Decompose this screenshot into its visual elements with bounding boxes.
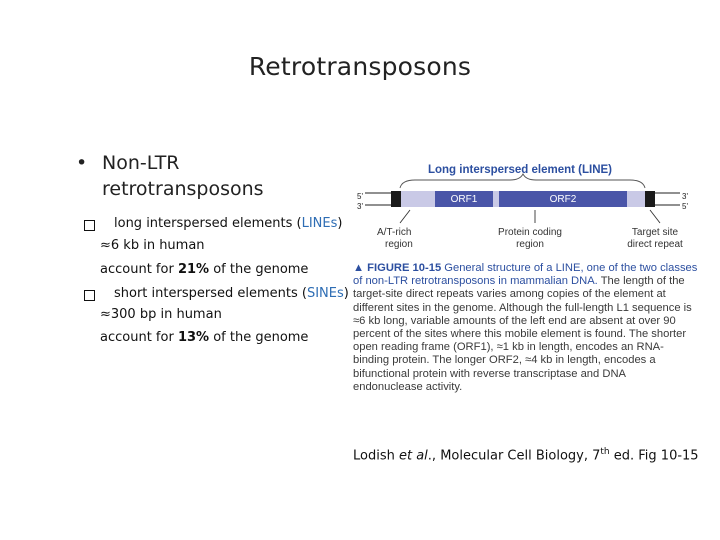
citation [353,447,699,463]
sines-genome-pct: 13% [177,330,210,345]
orf2-label: ORF2 [549,194,577,205]
target-repeat-right [645,191,655,207]
sines-keyword: SINEs [306,286,344,301]
citation-etal: et al [398,448,428,464]
sines-prefix: short interspersed elements ( [114,286,307,301]
figure-caption [353,262,698,394]
label-at-rich-2: region [385,239,413,250]
end-right-top: 3' [682,192,688,201]
sines-heading [114,286,349,301]
caption-label: ▲ FIGURE 10-15 [353,262,442,274]
label-coding-2: region [516,239,544,250]
lines-genome [100,262,308,277]
orf1-label: ORF1 [450,194,478,205]
sines-genome-prefix: account for [100,330,178,345]
spacer-segment [493,191,499,207]
caption-title: General structure of a LINE, one of the two classes of non-LTR retrotransposons in mammalian DNA. [353,262,698,288]
checkbox-sines-icon [84,286,95,305]
lines-genome-suffix: of the genome [209,262,309,277]
citation-tail: ed. Fig 10-15 [609,448,699,464]
label-coding-1: Protein coding [498,227,562,238]
label-target-2: direct repeat [627,239,683,250]
lines-heading [114,216,342,231]
right-utr-segment [627,191,645,207]
sines-genome [100,330,308,345]
sines-size: ≈300 bp in human [100,307,222,322]
diagram-header: Long interspersed element (LINE) [427,164,613,176]
citation-author: Lodish [353,448,399,464]
label-at-rich-1: A/T-rich [377,227,412,238]
sines-genome-suffix: of the genome [209,330,309,345]
citation-rest: ., Molecular Cell Biology, 7 [427,448,601,464]
label-target-1: Target site [631,227,679,238]
bullet-symbol: • [76,152,88,174]
lines-keyword: LINEs [301,216,338,231]
citation-sup: th [600,447,610,457]
sines-suffix: ) [343,286,349,301]
target-repeat-left [391,191,401,207]
slide-title: Retrotransposons [248,52,472,81]
line-diagram [355,160,695,264]
at-rich-left-segment [401,191,435,207]
bullet-text: Non-LTR retrotransposons [102,152,264,200]
header-brace [400,174,645,188]
caption-body: The length of the target-site direct repeats varies among copies of the element at different sites in the genome. Although the full-length L1 sequence is ≈6 kb long, variable amounts of the left end are absent at over 90 percent of the sites where this mobile element is found. The shorter open reading frame (ORF1), ≈1 kb in length, encodes an RNA-binding protein. The longer ORF2, ≈4 kb in length, encodes a bifunctional protein with reverse transcriptase and DNA endonuclease activity. [353,275,692,393]
pointer-at-rich [400,210,410,223]
lines-size: ≈6 kb in human [100,238,205,253]
lines-prefix: long interspersed elements ( [114,216,302,231]
line-diagram-svg [355,160,695,260]
lines-genome-pct: 21% [177,262,210,277]
end-right-bottom: 5' [682,202,688,211]
end-left-bottom: 3' [357,202,363,211]
pointer-target-site [650,210,660,223]
lines-suffix: ) [337,216,343,231]
lines-genome-prefix: account for [100,262,178,277]
end-left-top: 5' [357,192,363,201]
checkbox-lines-icon [84,216,95,235]
